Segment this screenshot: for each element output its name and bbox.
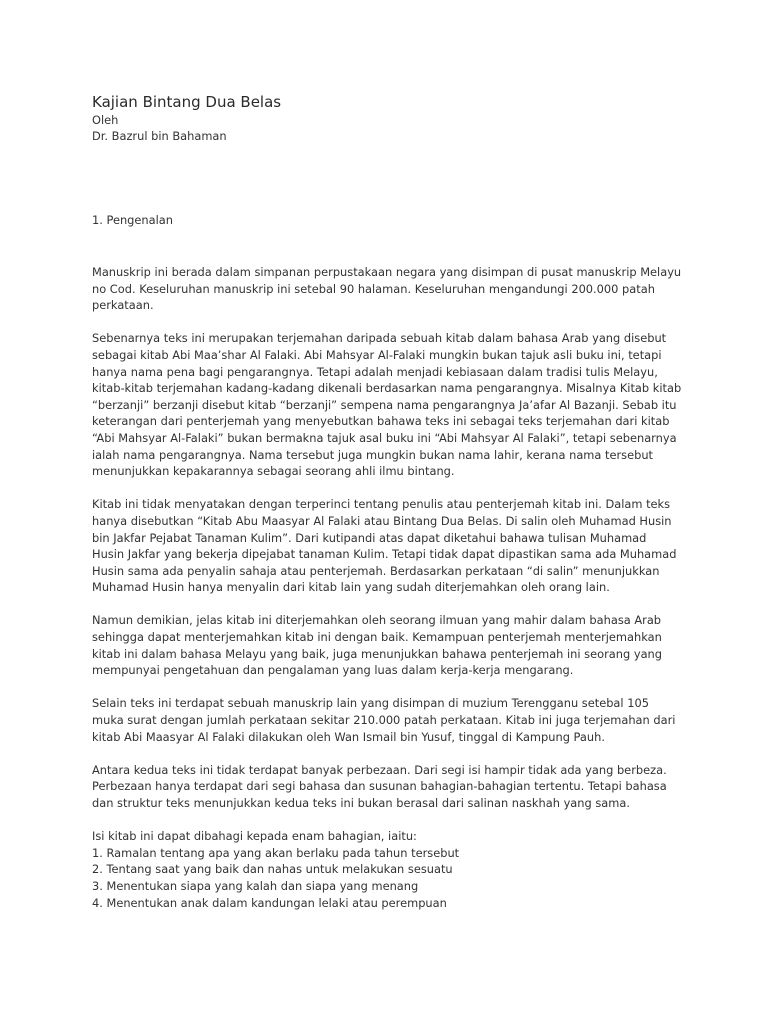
document-page bbox=[92, 92, 682, 911]
paragraph: Kitab ini tidak menyatakan dengan terperinci tentang penulis atau penterjemah kitab ini. Dalam teks hanya disebutkan “Kitab Abu Maasyar Al Falaki atau Bintang Dua Belas. Di salin oleh Muhamad Husin bin Jakfar Pejabat Tanaman Kulim”. Dari kutipandi atas dapat diketahui bahawa tulisan Muhamad Husin Jakfar yang bekerja dipejabat tanaman Kulim. Tetapi tidak dapat dipastikan sama ada Muhamad Husin sama ada penyalin sahaja atau penterjemah. Berdasarkan perkataan “di salin” menunjukkan Muhamad Husin hanya menyalin dari kitab lain yang sudah diterjemahkan oleh orang lain. bbox=[92, 497, 677, 595]
paragraph: Namun demikian, jelas kitab ini diterjemahkan oleh seorang ilmuan yang mahir dalam bahasa Arab sehingga dapat menterjemahkan kitab ini dengan baik. Kemampuan penterjemah menterjemahkan kitab ini dalam bahasa Melayu yang baik, juga menunjukkan bahawa penterjemah ini seorang yang mempunyai pengetahuan dan pengalaman yang luas dalam kerja-kerja mengarang. bbox=[92, 613, 662, 678]
list-item: 2. Tentang saat yang baik dan nahas untuk melakukan sesuatu bbox=[92, 862, 453, 877]
paragraph: Antara kedua teks ini tidak terdapat banyak perbezaan. Dari segi isi hampir tidak ada yang berbeza. Perbezaan hanya terdapat dari segi bahasa dan susunan bahagian-bahagian tertentu. Tetapi bahasa dan struktur teks menunjukkan kedua teks ini bukan berasal dari salinan naskhah yang sama. bbox=[92, 762, 667, 810]
section-heading: 1. Pengenalan bbox=[92, 213, 173, 227]
paragraph: Manuskrip ini berada dalam simpanan perpustakaan negara yang disimpan di pusat manuskrip Melayu no Cod. Keseluruhan manuskrip ini setebal 90 halaman. Keseluruhan mengandungi 200.000 patah perkataan. bbox=[92, 265, 682, 313]
list-item: 4. Menentukan anak dalam kandungan lelaki atau perempuan bbox=[92, 895, 447, 910]
list-intro: Isi kitab ini dapat dibahagi kepada enam bahagian, iaitu: bbox=[92, 829, 417, 844]
list-item: 1. Ramalan tentang apa yang akan berlaku pada tahun tersebut bbox=[92, 845, 460, 860]
author-name: Dr. Bazrul bin Bahaman bbox=[92, 129, 227, 143]
paragraph: Selain teks ini terdapat sebuah manuskrip lain yang disimpan di muzium Terengganu setebal 105 muka surat dengan jumlah perkataan sekitar 210.000 patah perkataan. Kitab ini juga terjemahan dari kitab Abi Maasyar Al Falaki dilakukan oleh Wan Ismail bin Yusuf, tinggal di Kampung Pauh. bbox=[92, 696, 676, 744]
by-label: Oleh bbox=[92, 113, 119, 127]
paragraph: Sebenarnya teks ini merupakan terjemahan daripada sebuah kitab dalam bahasa Arab yang disebut sebagai kitab Abi Maa’shar Al Falaki. Abi Mahsyar Al-Falaki mungkin bukan tajuk asli buku ini, tetapi hanya nama pena bagi pengarangnya. Tetapi adalah menjadi kebiasaan dalam tradisi tulis Melayu, kitab-kitab terjemahan kadang-kadang dikenali berdasarkan nama pengarangnya. Misalnya Kitab kitab “berzanji” berzanji disebut kitab “berzanji” sempena nama pengarangnya Ja’afar Al Bazanji. Sebab itu keterangan dari penterjemah yang menyebutkan bahawa teks ini sebagai teks terjemahan dari kitab “Abi Mahsyar Al-Falaki” bukan bermakna tajuk asal buku ini “Abi Mahsyar Al Falaki”, tetapi sebenarnya ialah nama pengarangnya. Nama tersebut juga mungkin bukan nama lahir, kerana nama tersebut menunjukkan kepakarannya sebagai seorang ahli ilmu bintang. bbox=[92, 331, 682, 479]
section-list bbox=[92, 845, 682, 911]
document-title: Kajian Bintang Dua Belas bbox=[92, 93, 282, 111]
list-item: 3. Menentukan siapa yang kalah dan siapa yang menang bbox=[92, 878, 419, 893]
